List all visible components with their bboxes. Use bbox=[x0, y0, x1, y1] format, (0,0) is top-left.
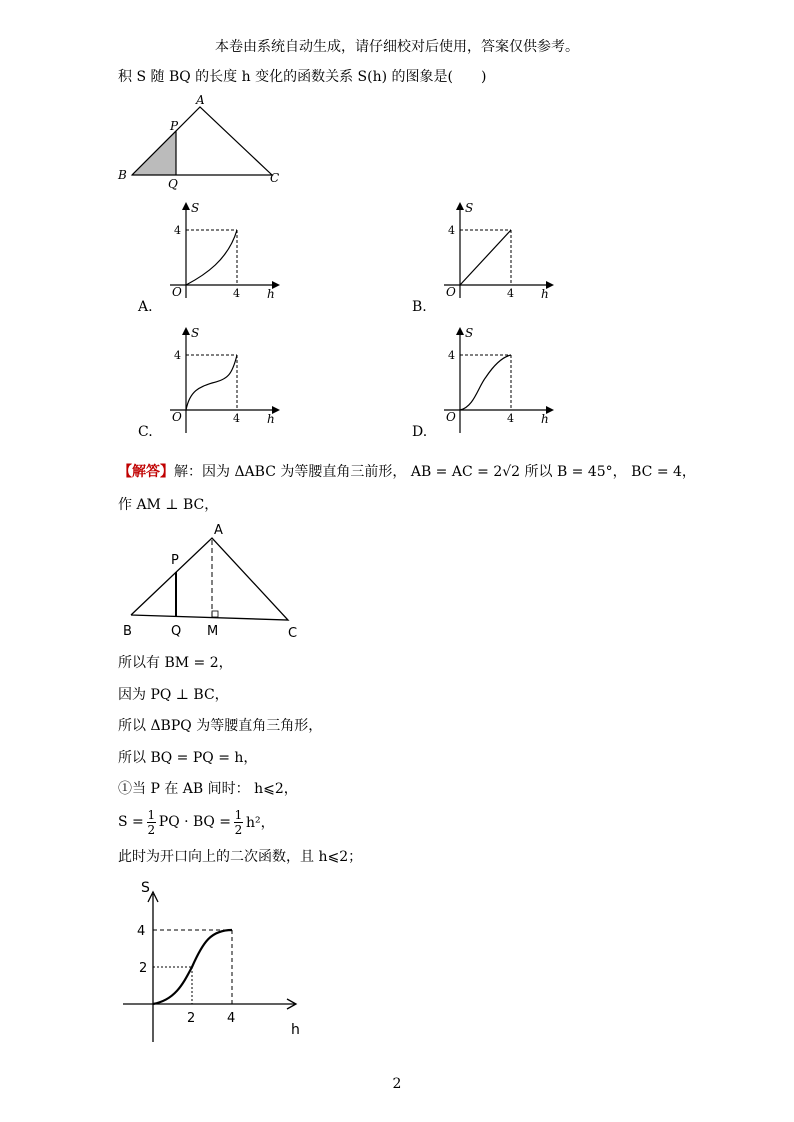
option-d-label[interactable]: D. bbox=[412, 424, 428, 440]
solution-line-3: 所以有 BM = 2， bbox=[118, 655, 233, 671]
triangle-figure bbox=[110, 90, 290, 190]
svg-text:4: 4 bbox=[448, 224, 455, 237]
option-d-graph bbox=[434, 325, 564, 435]
right-angle-mark bbox=[212, 611, 218, 617]
solution-tag: 【解答】 bbox=[118, 464, 174, 480]
svg-text:4: 4 bbox=[174, 349, 181, 362]
option-a-label[interactable]: A. bbox=[138, 299, 153, 315]
svg-text:A: A bbox=[214, 523, 223, 538]
svg-text:B: B bbox=[123, 624, 132, 639]
svg-text:4: 4 bbox=[174, 224, 181, 237]
svg-text:2: 2 bbox=[187, 1011, 196, 1026]
option-a-graph bbox=[160, 200, 290, 300]
svg-text:S: S bbox=[465, 326, 474, 340]
svg-text:S: S bbox=[191, 201, 200, 215]
svg-text:C: C bbox=[288, 626, 298, 641]
solution-line-1: 【解答】解：因为 ΔABC 为等腰直角三前形， AB = AC = 2√2 所以 B = 45°， BC = 4， bbox=[118, 464, 696, 480]
hand-triangle-figure bbox=[115, 520, 315, 645]
svg-text:2: 2 bbox=[139, 961, 148, 976]
label-c: C bbox=[270, 171, 280, 185]
fraction-half-2: $\frac{1}{2}$ bbox=[234, 807, 243, 837]
solution-line-2: 作 AM ⊥ BC， bbox=[118, 497, 219, 513]
question-line: 积 S 随 BQ 的长度 h 变化的函数关系 S(h) 的图象是( ) bbox=[118, 69, 487, 85]
svg-text:O: O bbox=[172, 285, 182, 299]
svg-text:4: 4 bbox=[137, 924, 146, 939]
svg-text:O: O bbox=[446, 285, 456, 299]
option-b-graph bbox=[434, 200, 564, 300]
solution-line-6: 所以 BQ = PQ = h， bbox=[118, 750, 258, 766]
label-q: Q bbox=[168, 177, 178, 190]
solution-line-9: 此时为开口向上的二次函数，且 h⩽2； bbox=[118, 849, 363, 865]
svg-text:O: O bbox=[446, 410, 456, 424]
area-formula: S = $\frac{1}{2}$ PQ · BQ = $\frac{1}{2}$ h²， bbox=[118, 807, 275, 837]
svg-text:4: 4 bbox=[507, 287, 514, 300]
svg-text:4: 4 bbox=[227, 1011, 236, 1026]
option-b-label[interactable]: B. bbox=[412, 299, 427, 315]
solution-line-7: ①当 P 在 AB 间时： h⩽2， bbox=[118, 781, 298, 797]
page-number: 2 bbox=[392, 1076, 402, 1092]
svg-text:h: h bbox=[267, 412, 275, 426]
curve-c bbox=[186, 355, 237, 410]
label-p: P bbox=[170, 119, 179, 133]
label-a: A bbox=[196, 93, 205, 107]
label-b: B bbox=[118, 168, 127, 182]
svg-text:Q: Q bbox=[171, 624, 182, 639]
svg-text:h: h bbox=[291, 1022, 300, 1038]
curve-d bbox=[460, 355, 511, 410]
svg-text:h: h bbox=[541, 412, 549, 426]
option-c-label[interactable]: C. bbox=[138, 424, 153, 440]
svg-text:S: S bbox=[141, 880, 150, 896]
svg-text:O: O bbox=[172, 410, 182, 424]
curve-a bbox=[186, 230, 237, 285]
svg-text:4: 4 bbox=[507, 412, 514, 425]
curve-b bbox=[460, 230, 511, 285]
svg-text:S: S bbox=[191, 326, 200, 340]
page-header: 本卷由系统自动生成，请仔细校对后使用，答案仅供参考。 bbox=[215, 39, 579, 55]
option-c-graph bbox=[160, 325, 290, 435]
svg-text:S: S bbox=[465, 201, 474, 215]
fraction-half-1: $\frac{1}{2}$ bbox=[147, 807, 156, 837]
svg-text:h: h bbox=[267, 287, 275, 300]
solution-line-5: 所以 ΔBPQ 为等腰直角三角形， bbox=[118, 718, 323, 734]
svg-text:4: 4 bbox=[233, 287, 240, 300]
hand-sh-graph bbox=[115, 872, 315, 1047]
svg-text:4: 4 bbox=[448, 349, 455, 362]
hand-triangle bbox=[131, 538, 288, 620]
svg-text:P: P bbox=[171, 553, 179, 568]
svg-text:h: h bbox=[541, 287, 549, 300]
svg-text:M: M bbox=[207, 624, 219, 639]
svg-text:4: 4 bbox=[233, 412, 240, 425]
solution-line-4: 因为 PQ ⊥ BC， bbox=[118, 687, 229, 703]
